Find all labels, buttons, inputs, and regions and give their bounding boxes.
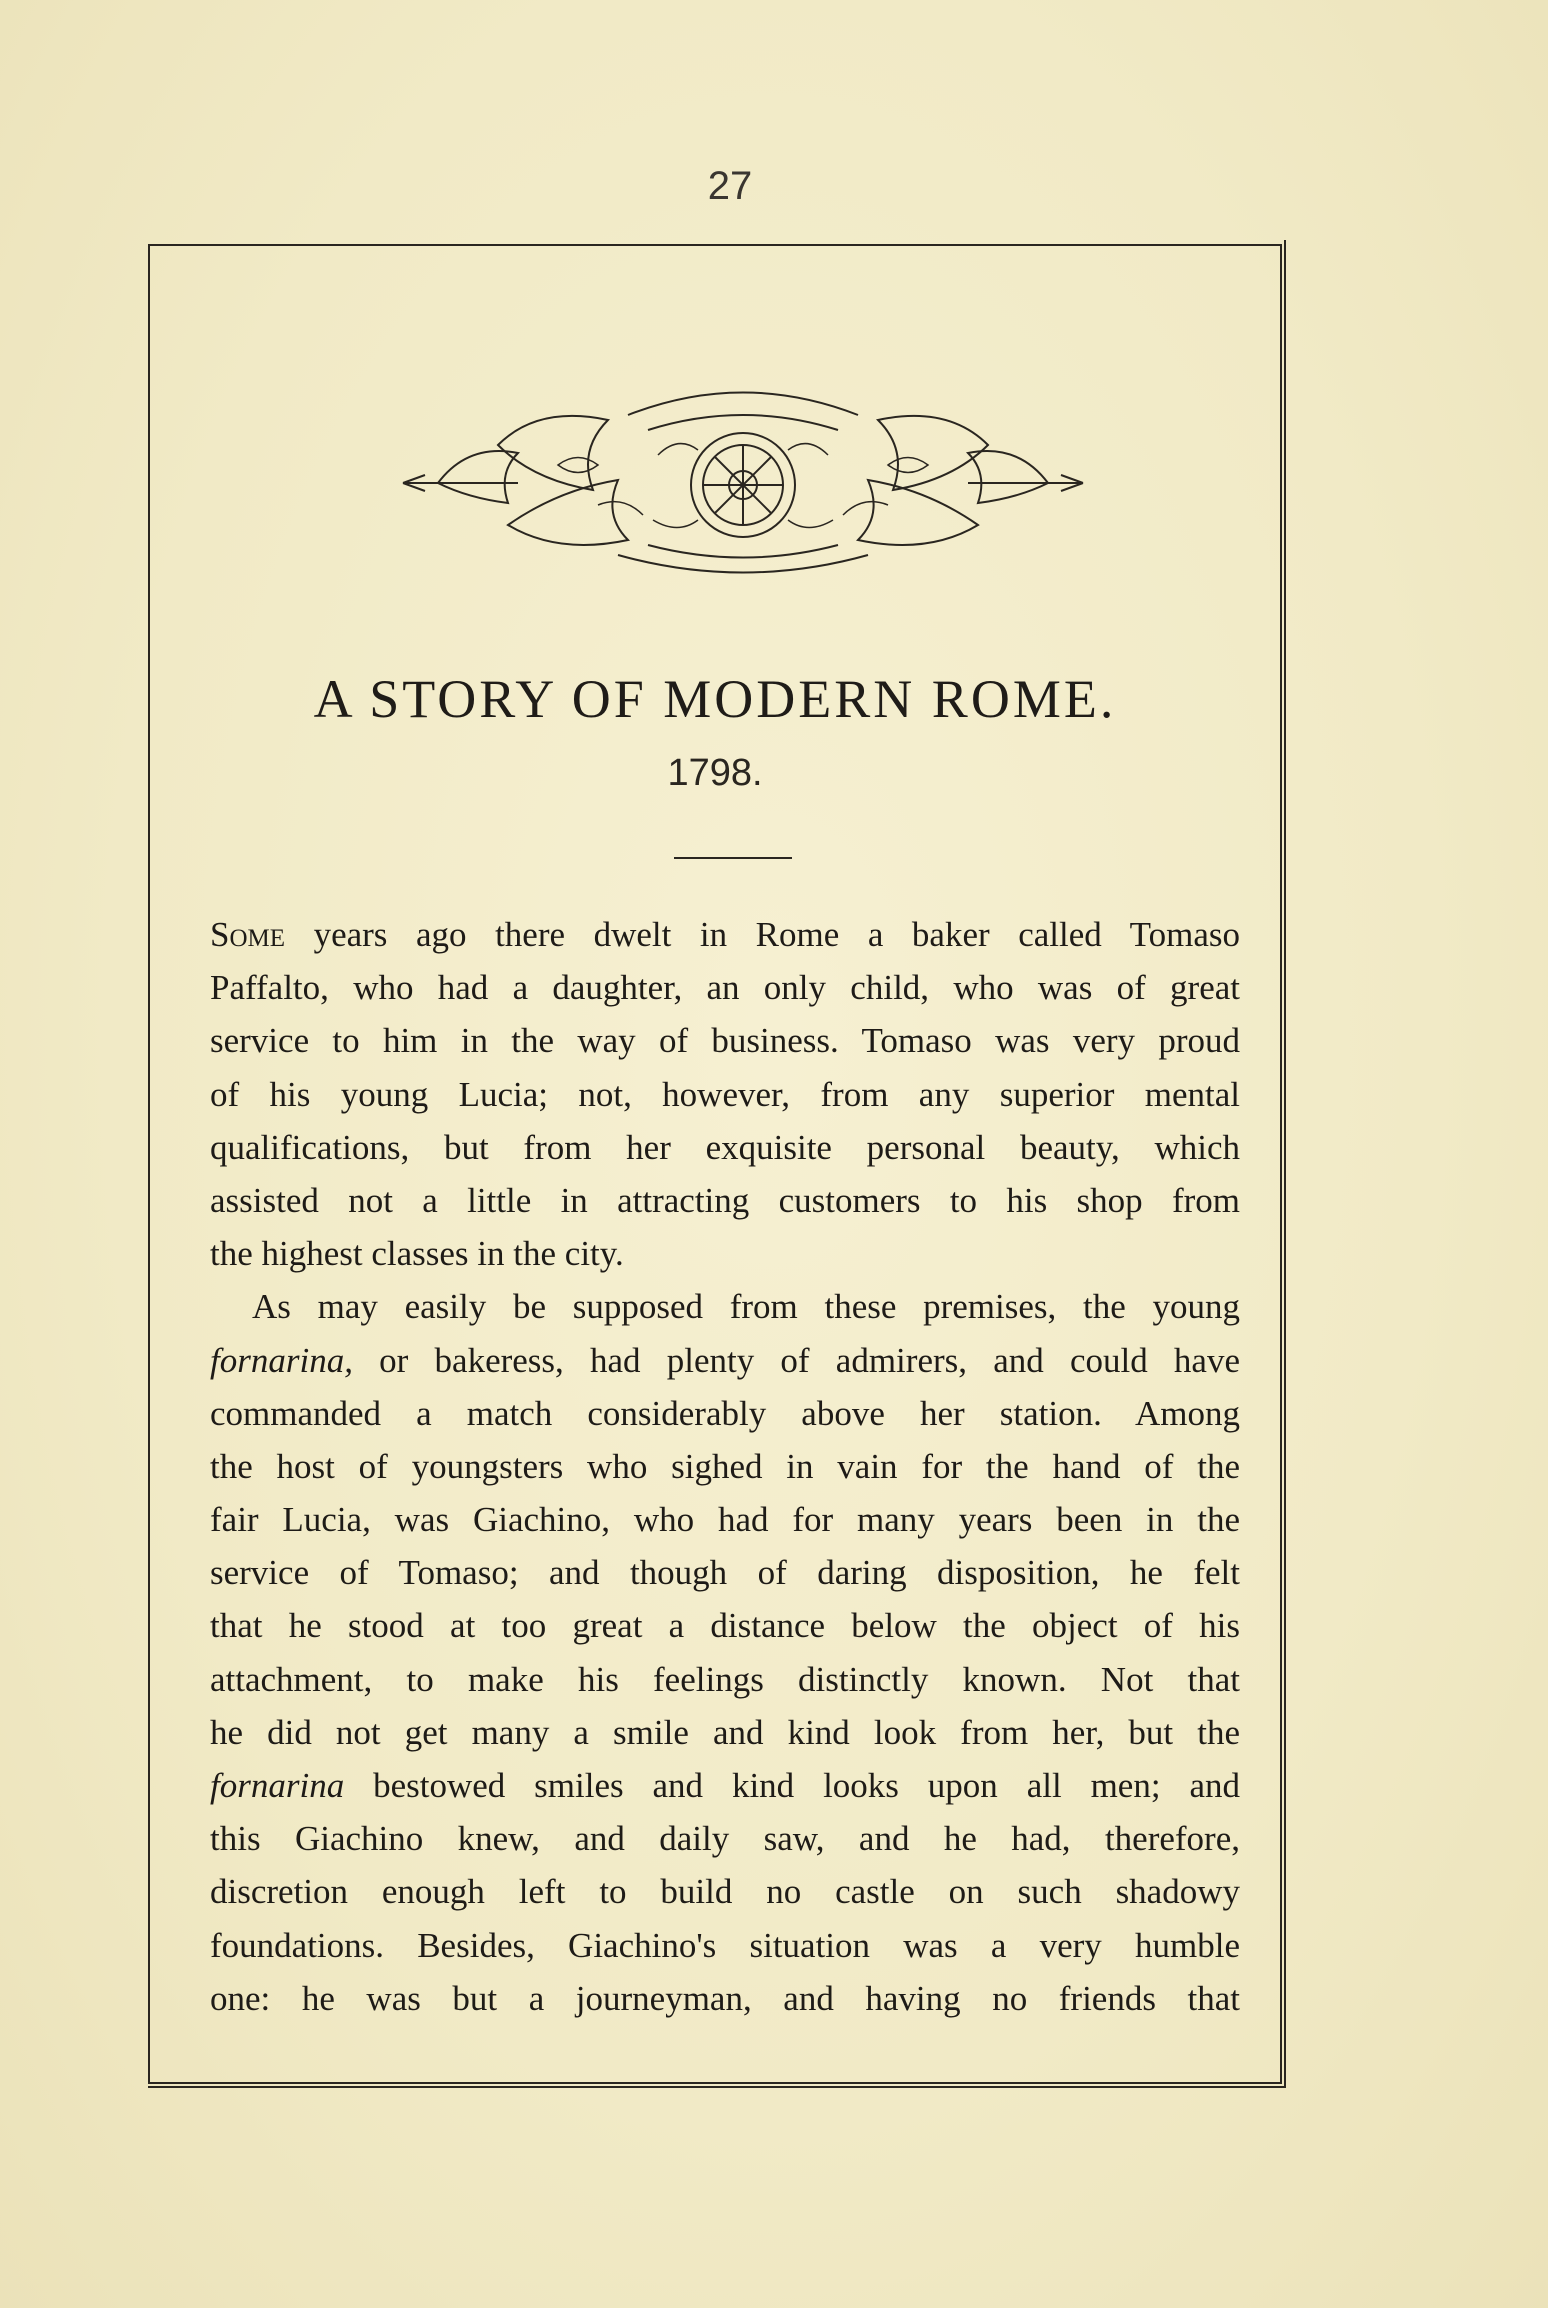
- text-line: the highest classes in the city.: [210, 1234, 624, 1274]
- chapter-title: A STORY OF MODERN ROME.: [313, 669, 1117, 729]
- text-line: discretion enough left to build no castle on such shadowy: [210, 1872, 1240, 1912]
- body-text: [210, 908, 1240, 2025]
- title-divider: [674, 857, 792, 859]
- text-line: attachment, to make his feelings distinctly known. Not that: [210, 1659, 1240, 1699]
- text-line: Some years ago there dwelt in Rome a baker called Tomaso: [210, 915, 1240, 954]
- text-line: service to him in the way of business. Tomaso was very proud: [210, 1021, 1240, 1061]
- text-line: As may easily be supposed from these premises, the young: [252, 1287, 1240, 1327]
- italic-term: fornarina,: [210, 1340, 353, 1380]
- text-line: of his young Lucia; not, however, from any superior mental: [210, 1074, 1240, 1114]
- text-line: service of Tomaso; and though of daring disposition, he felt: [210, 1553, 1240, 1593]
- text-line: he did not get many a smile and kind look from her, but the: [210, 1712, 1240, 1752]
- text-line: one: he was but a journeyman, and having no friends that: [210, 1978, 1240, 2018]
- text-line: fornarina bestowed smiles and kind looks upon all men; and: [210, 1766, 1240, 1805]
- decorative-ornament-icon: [398, 385, 1088, 575]
- drop-word: Some: [210, 915, 286, 954]
- text-line: foundations. Besides, Giachino's situation was a very humble: [210, 1925, 1240, 1965]
- text-line: fair Lucia, was Giachino, who had for many years been in the: [210, 1500, 1240, 1540]
- text-line: this Giachino knew, and daily saw, and he had, therefore,: [210, 1819, 1240, 1859]
- italic-term: fornarina: [210, 1766, 345, 1805]
- text-line: assisted not a little in attracting customers to his shop from: [210, 1180, 1240, 1220]
- page-number: 27: [707, 164, 753, 208]
- text-line: the host of youngsters who sighed in vain for the hand of the: [210, 1446, 1240, 1486]
- text-line: that he stood at too great a distance below the object of his: [210, 1606, 1240, 1646]
- text-line: fornarina, or bakeress, had plenty of admirers, and could have: [210, 1340, 1240, 1380]
- text-line: qualifications, but from her exquisite personal beauty, which: [210, 1127, 1240, 1167]
- text-line: commanded a match considerably above her station. Among: [210, 1393, 1240, 1433]
- chapter-year: 1798.: [667, 752, 763, 794]
- text-line: Paffalto, who had a daughter, an only child, who was of great: [210, 968, 1240, 1008]
